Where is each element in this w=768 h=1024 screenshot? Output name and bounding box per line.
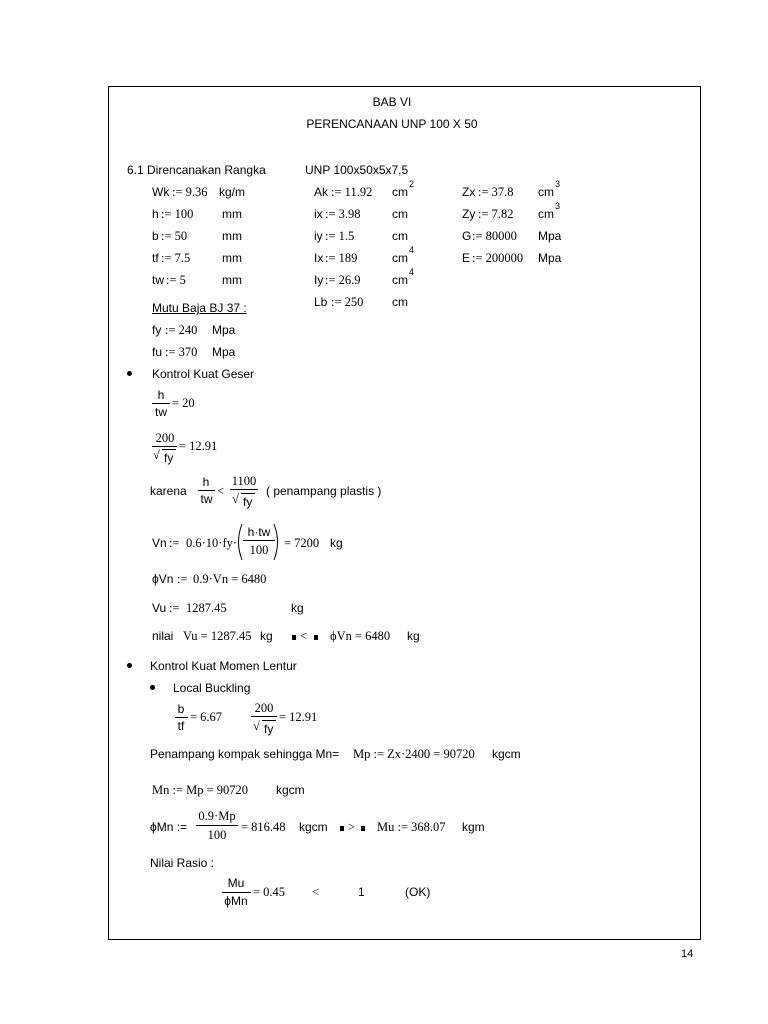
unit-exponent: 4 — [409, 267, 415, 277]
result-value: = 6.67 — [190, 710, 223, 724]
param-unit: cm — [392, 229, 408, 243]
param-value: := 9.36 — [172, 185, 208, 199]
unit-label: kgcm — [276, 783, 305, 797]
sqrt-icon: √ — [253, 719, 260, 733]
unit-label: kgm — [462, 820, 485, 834]
param-unit: mm — [222, 207, 242, 221]
param-unit: cm — [538, 207, 554, 221]
fraction-denominator: 100 — [249, 543, 269, 557]
result-value: = 12.91 — [179, 439, 218, 453]
fraction-numerator: h·tw — [247, 525, 271, 539]
param-value: := 3.98 — [325, 207, 361, 221]
fraction-numerator: 1100 — [231, 474, 257, 488]
param-name: Zy — [462, 207, 476, 221]
sqrt-icon: √ — [153, 448, 160, 462]
param-name: fy — [152, 323, 162, 337]
fraction-bar — [175, 717, 188, 718]
mn-expression: Mn := Mp = 90720 — [152, 783, 249, 797]
vn-expression: 0.6·10·fy· — [186, 536, 238, 550]
unit-exponent: 3 — [555, 179, 561, 189]
moment-title: Kontrol Kuat Momen Lentur — [150, 659, 297, 673]
param-name: tw — [152, 273, 164, 287]
param-value: := 7.5 — [161, 251, 191, 265]
fraction-denominator: fy — [264, 722, 274, 736]
limit-value: 1 — [358, 885, 365, 899]
phivn-expression: 0.9·Vn = 6480 — [193, 572, 267, 586]
param-unit: cm — [392, 185, 408, 199]
param-unit: kg/m — [219, 185, 246, 199]
param-value: := 100 — [161, 207, 194, 221]
param-unit: cm — [392, 207, 408, 221]
placeholder-square-icon — [361, 826, 365, 831]
param-name: ix — [314, 207, 323, 221]
unit-label: kg — [330, 536, 343, 550]
unit-label: kgcm — [492, 747, 521, 761]
param-name: Ix — [314, 251, 324, 265]
unit-exponent: 4 — [409, 245, 415, 255]
fraction-denominator: tw — [200, 492, 213, 506]
status-text: (OK) — [405, 885, 431, 899]
placeholder-square-icon — [340, 826, 344, 831]
param-name: E — [462, 251, 471, 265]
chapter-heading: BAB VI — [372, 95, 412, 109]
fraction-bar — [152, 403, 170, 404]
fraction-denominator: tw — [155, 405, 167, 419]
fraction-numerator: b — [177, 702, 185, 716]
bullet-icon — [127, 663, 132, 668]
param-name: b — [152, 229, 159, 243]
vu-value: 1287.45 — [186, 601, 227, 615]
bullet-icon — [150, 685, 155, 690]
less-than-operator: < — [217, 484, 225, 498]
fraction-bar — [196, 825, 238, 826]
vu-label: Vu — [152, 601, 167, 615]
fraction-bar — [243, 540, 275, 541]
param-name: Zx — [462, 185, 476, 199]
fraction-denominator: fy — [164, 451, 174, 465]
less-than-operator: < — [312, 885, 320, 899]
param-value: := 370 — [165, 345, 198, 359]
result-value: = 816.48 — [241, 820, 286, 834]
result-value: = 12.91 — [279, 710, 318, 724]
section-label: 6.1 Direncanakan Rangka — [127, 163, 266, 177]
fraction-numerator: 0.9·Mp — [198, 809, 236, 823]
bullet-icon — [127, 371, 132, 376]
sqrt-bar — [162, 449, 176, 450]
fraction-bar — [198, 490, 215, 491]
vu-result: Vu = 1287.45 — [183, 629, 252, 643]
param-unit: mm — [222, 251, 242, 265]
placeholder-square-icon — [314, 635, 318, 640]
steel-grade-title: Mutu Baja BJ 37 : — [152, 301, 247, 315]
page-number: 14 — [681, 948, 694, 960]
unit-label: kgcm — [299, 820, 328, 834]
result-value: = 7200 — [284, 536, 320, 550]
param-value: := 50 — [161, 229, 188, 243]
fraction-numerator: h — [202, 475, 210, 489]
assign-operator: := — [169, 536, 180, 550]
param-name: Wk — [152, 185, 170, 199]
mp-expression: Mp := Zx·2400 = 90720 — [353, 747, 475, 761]
page-title: PERENCANAAN UNP 100 X 50 — [306, 117, 478, 131]
param-unit: Mpa — [538, 229, 562, 243]
rasio-title: Nilai Rasio : — [150, 856, 215, 870]
param-unit: cm — [392, 273, 408, 287]
fraction-numerator: h — [157, 388, 165, 402]
mu-expression: Mu := 368.07 — [377, 820, 446, 834]
fraction-numerator: 200 — [155, 431, 175, 445]
vn-label: Vn — [152, 536, 167, 550]
placeholder-square-icon — [292, 635, 296, 640]
param-unit: Mpa — [212, 323, 236, 337]
result-value: = 0.45 — [253, 885, 286, 899]
sqrt-icon: √ — [232, 492, 239, 506]
plastic-note: ( penampang plastis ) — [266, 484, 382, 498]
assign-operator: := — [177, 572, 188, 586]
phivn-result: ϕVn = 6480 — [330, 629, 391, 643]
unit-exponent: 2 — [409, 179, 415, 189]
fraction-bar — [251, 716, 277, 717]
param-value: := 7.82 — [478, 207, 514, 221]
param-name: tf — [152, 251, 159, 265]
param-name: fu — [152, 345, 163, 359]
sqrt-bar — [241, 493, 255, 494]
fraction-bar — [230, 489, 258, 490]
fraction-bar — [222, 892, 251, 893]
param-name: Ak — [314, 185, 329, 199]
param-unit: mm — [222, 273, 242, 287]
param-value: := 26.9 — [325, 273, 361, 287]
param-name: G — [462, 229, 472, 243]
param-value: := 37.8 — [478, 185, 514, 199]
param-unit: Mpa — [538, 251, 562, 265]
sqrt-bar — [262, 720, 276, 721]
param-value: := 189 — [325, 251, 358, 265]
compact-text: Penampang kompak sehingga Mn= — [150, 747, 340, 761]
param-value: := 1.5 — [325, 229, 355, 243]
fraction-denominator: fy — [243, 495, 253, 509]
param-value: := 200000 — [472, 251, 524, 265]
param-value: := 240 — [165, 323, 198, 337]
param-name: iy — [314, 229, 323, 243]
fraction-denominator: ϕMn — [224, 894, 248, 908]
param-value: := 5 — [166, 273, 186, 287]
param-unit: Mpa — [212, 345, 236, 359]
unit-label: kg — [260, 629, 273, 643]
less-than-operator: < — [300, 629, 308, 643]
nilai-label: nilai — [152, 629, 174, 643]
param-value: := 80000 — [472, 229, 517, 243]
param-unit: cm — [392, 251, 408, 265]
param-name: Lb — [314, 295, 328, 309]
fraction-denominator: tf — [177, 719, 185, 733]
fraction-bar — [152, 446, 177, 447]
profile-label: UNP 100x50x5x7,5 — [305, 163, 409, 177]
result-value: = 20 — [172, 396, 195, 410]
fraction-numerator: 200 — [254, 701, 274, 715]
karena-label: karena — [150, 484, 187, 498]
phivn-label: ϕVn — [152, 572, 174, 586]
param-name: Iy — [314, 273, 324, 287]
param-unit: cm — [538, 185, 554, 199]
fraction-numerator: Mu — [227, 876, 245, 890]
param-name: h — [152, 207, 159, 221]
param-unit: mm — [222, 229, 242, 243]
unit-label: kg — [407, 629, 420, 643]
param-value: := 11.92 — [331, 185, 373, 199]
param-value: := 250 — [331, 295, 364, 309]
shear-title: Kontrol Kuat Geser — [152, 367, 255, 381]
unit-label: kg — [291, 601, 304, 615]
param-unit: cm — [392, 295, 408, 309]
unit-exponent: 3 — [555, 201, 561, 211]
phimn-label: ϕMn := — [150, 820, 188, 834]
greater-than-operator: > — [348, 820, 356, 834]
assign-operator: := — [169, 601, 180, 615]
fraction-denominator: 100 — [207, 828, 227, 842]
local-buckling-title: Local Buckling — [173, 681, 251, 695]
